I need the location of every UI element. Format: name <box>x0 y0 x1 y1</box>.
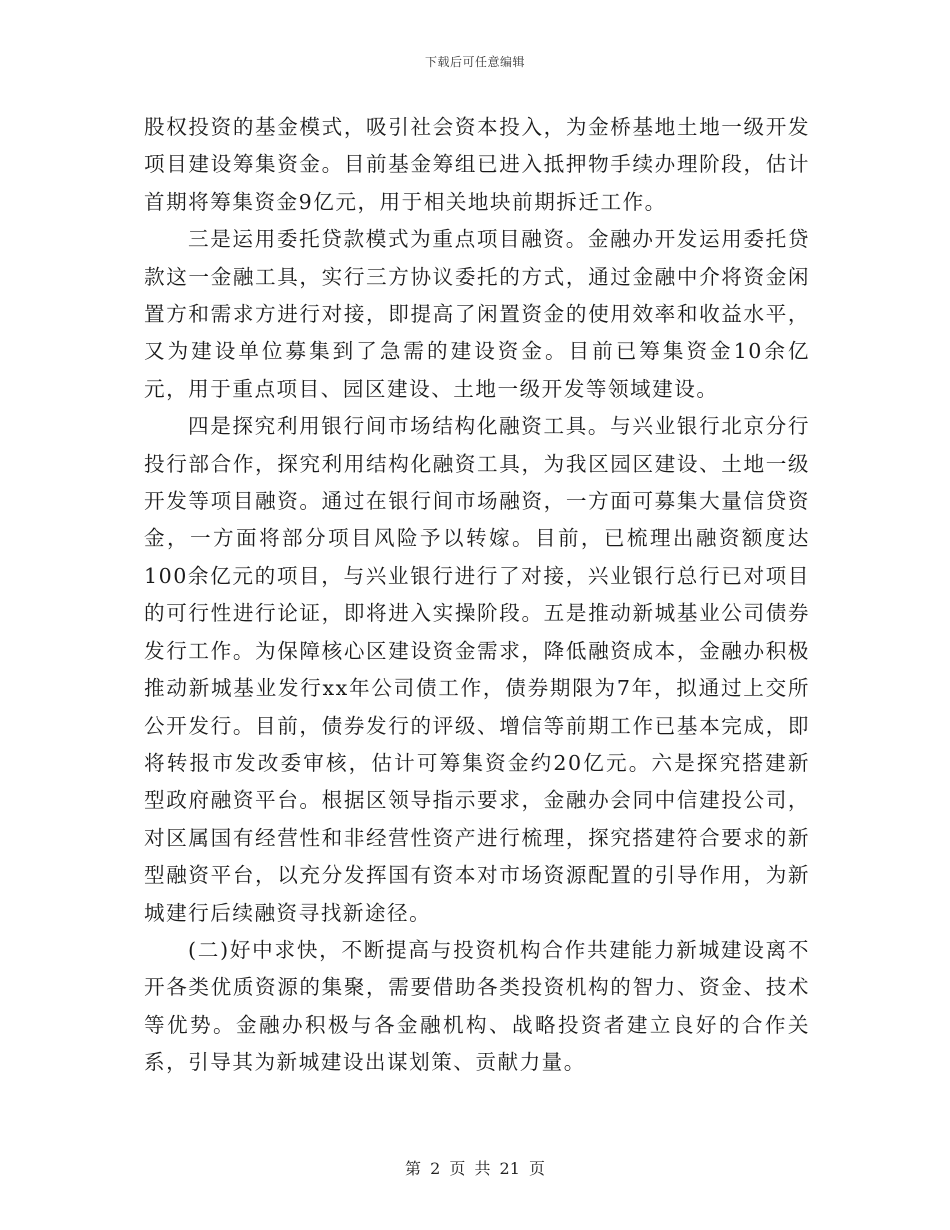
page-number-footer: 第 2 页 共 21 页 <box>405 1159 545 1178</box>
paragraph-structured-financing: 四是探究利用银行间市场结构化融资工具。与兴业银行北京分行投行部合作，探究利用结构化融资工具，为我区园区建设、土地一级开发等项目融资。通过在银行间市场融资，一方面可募集大量信贷资金，一方面将部分项目风险予以转嫁。目前，已梳理出融资额度达100余亿元的项目，与兴业银行进行了对接，兴业银行总行已对项目的可行性进行论证，即将进入实操阶段。五是推动新城基业公司债券发行工作。为保障核心区建设资金需求，降低融资成本，金融办积极推动新城基业发行xx年公司债工作，债券期限为7年，拟通过上交所公开发行。目前，债券发行的评级、增信等前期工作已基本完成，即将转报市发改委审核，估计可筹集资金约20亿元。六是探究搭建新型政府融资平台。根据区领导指示要求，金融办会同中信建投公司，对区属国有经营性和非经营性资产进行梳理，探究搭建符合要求的新型融资平台，以充分发挥国有资本对市场资源配置的引导作用，为新城建行后续融资寻找新途径。 <box>144 414 810 925</box>
paragraph-fund-model: 股权投资的基金模式，吸引社会资本投入，为金桥基地土地一级开发项目建设筹集资金。目前基金筹组已进入抵押物手续办理阶段，估计首期将筹集资金9亿元，用于相关地块前期拆迁工作。 <box>144 115 810 214</box>
document-body <box>144 109 810 1082</box>
paragraph-entrusted-loan: 三是运用委托贷款模式为重点项目融资。金融办开发运用委托贷款这一金融工具，实行三方协议委托的方式，通过金融中介将资金闲置方和需求方进行对接，即提高了闲置资金的使用效率和收益水平，又为建设单位募集到了急需的建设资金。目前已筹集资金10余亿元，用于重点项目、园区建设、土地一级开发等领域建设。 <box>144 227 810 401</box>
page-header-note: 下载后可任意编辑 <box>424 55 525 69</box>
paragraph-investment-cooperation: (二)好中求快，不断提高与投资机构合作共建能力新城建设离不开各类优质资源的集聚，需要借助各类投资机构的智力、资金、技术等优势。金融办积极与各金融机构、战略投资者建立良好的合作关系，引导其为新城建设出谋划策、贡献力量。 <box>144 937 810 1075</box>
